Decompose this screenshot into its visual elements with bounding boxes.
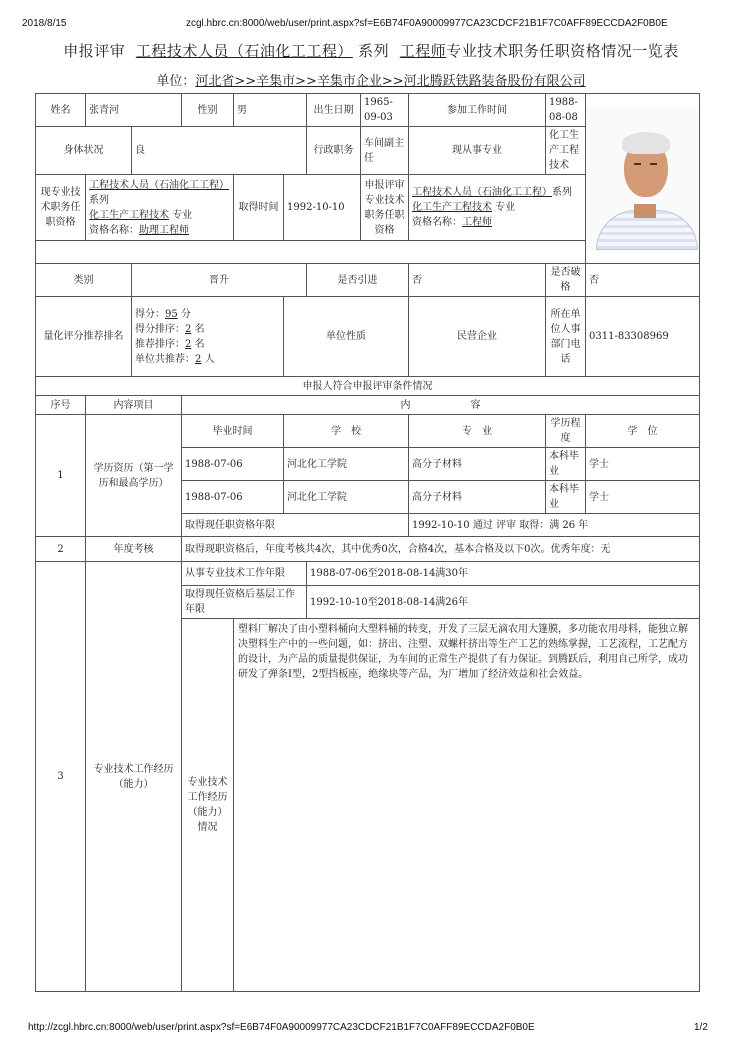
name-value: 张青河 [86,94,182,127]
birth-label: 出生日期 [307,94,361,127]
hr-phone-label: 所在单位人事部门电话 [546,297,586,377]
grassroots-value: 1992-10-10至2018-08-14满26年 [307,586,700,619]
health-label: 身体状况 [36,127,132,175]
school-cell: 河北化工学院 [284,481,409,514]
title-position: 工程师 [399,42,447,60]
admin-label: 行政职务 [307,127,361,175]
total-rec-value: 2 [195,353,202,365]
current-qual-name: 助理工程师 [139,224,189,236]
grad-time-cell: 1988-07-06 [182,481,284,514]
scores-row [36,297,700,377]
experience-seq: 3 [36,562,86,992]
experience-years-label: 从事专业技术工作年限 [182,562,307,586]
major-cell: 高分子材料 [409,481,546,514]
education-header-row [36,415,700,448]
school-cell: 河北化工学院 [284,448,409,481]
scores-value: 得分：95 分 得分排序：2 名 推荐排序：2 名 单位共推荐：2 人 [132,297,284,377]
specialty-label: 现从事专业 [409,127,546,175]
unit-nature-value: 民营企业 [409,297,546,377]
grassroots-label: 取得现任资格后基层工作年限 [182,586,307,619]
content-header: 内 容 [182,396,700,415]
name-label: 姓名 [36,94,86,127]
current-qual-label: 现专业技术职务任职资格 [36,175,86,241]
scores-label: 量化评分推荐排名 [36,297,132,377]
experience-detail-label: 专业技术工作经历（能力）情况 [182,619,234,992]
title-prefix: 申报评审 [63,42,126,60]
health-value: 良 [132,127,307,175]
applied-qual-value [409,175,586,241]
current-qual-name-prefix: 资格名称： [89,224,139,236]
assessment-value: 取得现职资格后，年度考核共4次，其中优秀0次，合格4次，基本合格及以下0次。优秀年度：无 [182,537,700,562]
applied-qual-name: 工程师 [462,217,492,228]
score-rank-value: 2 [185,323,192,335]
admin-value: 车间副主任 [361,127,409,175]
conditions-heading: 申报人符合申报评审条件情况 [36,377,700,396]
print-url: zcgl.hbrc.cn:8000/web/user/print.aspx?sf=E6B74F0A90009977CA23CDCF21B1F7C0AFF89ECCDA2F0B0E [186,18,668,29]
applied-qual-series: 工程技术人员（石油化工工程） [412,187,552,198]
applied-qual-name-prefix: 资格名称： [412,217,462,228]
title-series: 工程技术人员（石油化工工程） [135,42,353,60]
work-start-value: 1988-08-08 [546,94,586,127]
seq-header: 序号 [36,396,86,415]
score-value: 95 [165,308,178,320]
qualification-form [35,93,700,992]
experience-years-row [36,562,700,586]
current-qual-value [86,175,234,241]
experience-detail: 塑料厂解决了由小塑料桶向大塑料桶的转变，开发了三层无滴农用大篷膜，多功能农用母料，能独立解决塑料生产中的一些问题，如：挤出、注塑、双螺杆挤出等生产工艺的熟练掌握，工艺流程，工艺配方的设计，为产品的质量提供保证，为车间的正常生产提供了有力保证。到腾跃后，利用自己所学，成功研发了弹条I型，2型挡板座，绝缘块等产品，为厂增加了经济效益和社会效益。 [234,619,700,992]
major-cell: 高分子材料 [409,448,546,481]
category-label: 类别 [36,264,132,297]
degree-level-cell: 本科毕业 [546,481,586,514]
obtain-time-value: 1992-10-10 [284,175,361,241]
category-row [36,264,700,297]
content-header-row [36,396,700,415]
photo-cell [586,94,700,264]
exceptional-value: 否 [586,264,700,297]
print-date: 2018/8/15 [22,18,67,29]
applied-qual-series-suffix: 系列 [552,187,572,198]
degree-cell: 学士 [586,448,700,481]
grad-time-header: 毕业时间 [182,415,284,448]
unit-nature-label: 单位性质 [284,297,409,377]
unit-label: 单位： [156,74,196,89]
applied-qual-label: 申报评审专业技术职务任职资格 [361,175,409,241]
school-header: 学 校 [284,415,409,448]
current-qual-series: 工程技术人员（石油化工工程） [89,179,229,191]
introduced-label: 是否引进 [307,264,409,297]
current-qual-specialty: 化工生产工程技术 [89,209,169,221]
assessment-label: 年度考核 [86,537,182,562]
rec-rank-value: 2 [185,338,192,350]
degree-header: 学 位 [586,415,700,448]
title-suffix: 专业技术职务任职资格情况一览表 [446,42,679,60]
page-number: 1/2 [694,1022,708,1033]
degree-cell: 学士 [586,481,700,514]
obtain-time-label: 取得时间 [234,175,284,241]
assessment-seq: 2 [36,537,86,562]
degree-level-cell: 本科毕业 [546,448,586,481]
current-qual-series-suffix: 系列 [89,194,109,206]
assessment-row [36,537,700,562]
current-qual-specialty-suffix: 专业 [172,209,193,221]
degree-level-header: 学历程度 [546,415,586,448]
item-header: 内容项目 [86,396,182,415]
tenure-value: 1992-10-10 通过 评审 取得：满 26 年 [409,514,700,537]
grad-time-cell: 1988-07-06 [182,448,284,481]
title-mid: 系列 [358,42,390,60]
gender-label: 性别 [182,94,234,127]
basic-info-row-1 [36,94,700,127]
experience-years-value: 1988-07-06至2018-08-14满30年 [307,562,700,586]
applicant-photo [586,107,699,250]
introduced-value: 否 [409,264,546,297]
tenure-label: 取得现任职资格年限 [182,514,409,537]
page-title [0,40,742,61]
applied-qual-specialty-suffix: 专业 [495,202,516,213]
applied-qual-specialty: 化工生产工程技术 [412,202,492,213]
hr-phone-value: 0311-83308969 [586,297,700,377]
category-value: 晋升 [132,264,307,297]
conditions-heading-row [36,377,700,396]
experience-label: 专业技术工作经历（能力） [86,562,182,992]
specialty-value: 化工生产工程技术 [546,127,586,175]
gender-value: 男 [234,94,307,127]
education-seq: 1 [36,415,86,537]
work-start-label: 参加工作时间 [409,94,546,127]
exceptional-label: 是否破格 [546,264,586,297]
birth-value: 1965-09-03 [361,94,409,127]
major-header: 专 业 [409,415,546,448]
education-label: 学历资历（第一学历和最高学历） [86,415,182,537]
unit-line [0,70,742,89]
footer-url: http://zcgl.hbrc.cn:8000/web/user/print.aspx?sf=E6B74F0A90009977CA23CDCF21B1F7C0AFF89ECCDA2F0B0E [28,1022,535,1033]
unit-value: 河北省>>辛集市>>辛集市企业>>河北腾跃铁路装备股份有限公司 [195,74,586,89]
